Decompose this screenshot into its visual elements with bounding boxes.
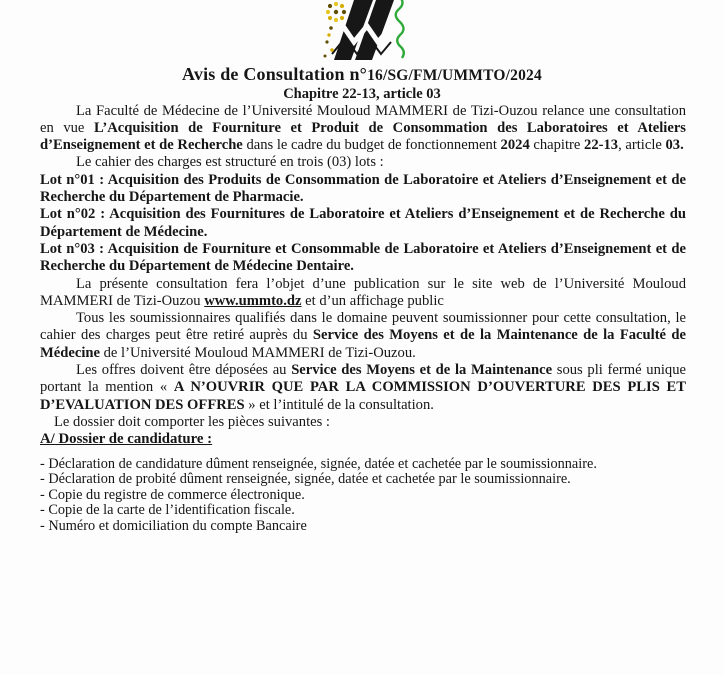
text-segment: - Déclaration de candidature dûment renseignée, signée, datée et cachetée par le soumissionnaire.: [40, 455, 597, 472]
text-segment: A N’OUVRIR QUE PAR LA COMMISSION D’OUVERTURE DES PLIS ET D’EVALUATION DES OFFRES: [40, 379, 687, 413]
text-segment: Le cahier des charges est structuré en trois (03) lots :: [76, 154, 384, 171]
document-title-main: Avis de Consultation n°: [182, 64, 368, 84]
text-segment: L’Acquisition de Fourniture et Produit de Consommation des Laboratoires et Ateliers d’Enseignement et de Recherche: [40, 119, 686, 154]
green-squiggle: [396, 0, 404, 58]
ummto-university-logo: [320, 0, 408, 60]
depot-offres-paragraph: [40, 362, 686, 414]
text-segment: - Déclaration de probité dûment renseignée, signée, datée et cachetée par le soumissionnaire.: [40, 471, 571, 488]
document-subtitle: Chapitre 22-13, article 03: [283, 86, 441, 103]
text-segment: Lot n°01 : Acquisition des Produits de Consommation de Laboratoire et Ateliers d’Enseignement et de Recherche du Département de Pharmacie.: [40, 171, 686, 206]
text-segment: La Faculté de Médecine de l’Université Mouloud MAMMERI de Tizi-Ouzou relance une consultation en vue: [40, 102, 686, 136]
retrait-cahier-paragraph: [40, 310, 686, 362]
document-title: [0, 64, 724, 84]
publication-paragraph: [40, 276, 686, 311]
text-segment: dans le cadre du budget de fonctionnement: [242, 137, 501, 154]
text-segment: chapitre: [529, 137, 585, 154]
piece-carte-identification-fiscale: [40, 503, 686, 519]
text-segment: Lot n°02 : Acquisition des Fournitures de Laboratoire et Ateliers d’Enseignement et de Recherche du Département de Médecine.: [40, 206, 686, 240]
text-segment: sous pli fermé unique portant la mention «: [40, 362, 686, 396]
piece-declaration-candidature: [40, 457, 686, 473]
lot-02: [40, 206, 686, 241]
text-segment: - Copie de la carte de l’identification fiscale.: [40, 502, 295, 519]
piece-compte-bancaire: [40, 519, 686, 535]
lot-03: [40, 241, 686, 276]
text-segment: Service des Moyens et de la Maintenance de la Faculté de Médecine: [40, 327, 687, 361]
document-body: [0, 103, 724, 535]
section-a-dossier-candidature-heading: [40, 431, 686, 448]
ummto-logo-graphic: [320, 0, 408, 60]
text-segment: - Copie du registre de commerce électronique.: [40, 486, 305, 503]
text-segment: 2024: [500, 137, 530, 154]
text-segment: de l’Université Mouloud MAMMERI de Tizi-Ouzou.: [99, 344, 416, 361]
text-segment: Lot n°03 : Acquisition de Fourniture et Consommable de Laboratoire et Ateliers d’Enseignement et de Recherche du Département de Médecine Dentaire.: [40, 240, 686, 275]
lot-01: [40, 172, 686, 207]
text-segment: Les offres doivent être déposées au: [76, 362, 292, 379]
text-segment: Service des Moyens et de la Maintenance: [291, 362, 553, 379]
text-segment: Tous les soumissionnaires qualifiés dans le domaine peuvent soumissionner pour cette consultation, le cahier des charges peut être retiré auprès du: [40, 310, 686, 344]
gold-dots-rosette: [326, 2, 346, 22]
text-segment: 03.: [665, 137, 684, 154]
piece-declaration-probite: [40, 472, 686, 488]
dossier-intro-paragraph: [40, 414, 686, 431]
text-segment: , article: [618, 137, 666, 154]
text-segment: A/ Dossier de candidature :: [40, 431, 213, 448]
text-segment: Le dossier doit comporter les pièces suivantes :: [54, 413, 330, 430]
text-segment: 22-13: [584, 137, 619, 154]
text-segment: et d’un affichage public: [301, 292, 444, 309]
website-link: www.ummto.dz: [204, 292, 302, 309]
text-segment: - Numéro et domiciliation du compte Bancaire: [40, 517, 307, 534]
text-segment: La présente consultation fera l’objet d’une publication sur le site web de l’Université Mouloud MAMMERI de Tizi-Ouzou: [40, 275, 686, 309]
document-title-reference: 16/SG/FM/UMMTO/2024: [367, 67, 542, 84]
intro-paragraph: [40, 103, 686, 155]
piece-registre-commerce: [40, 488, 686, 504]
text-segment: » et l’intitulé de la consultation.: [244, 396, 434, 413]
lots-intro-paragraph: [40, 154, 686, 171]
